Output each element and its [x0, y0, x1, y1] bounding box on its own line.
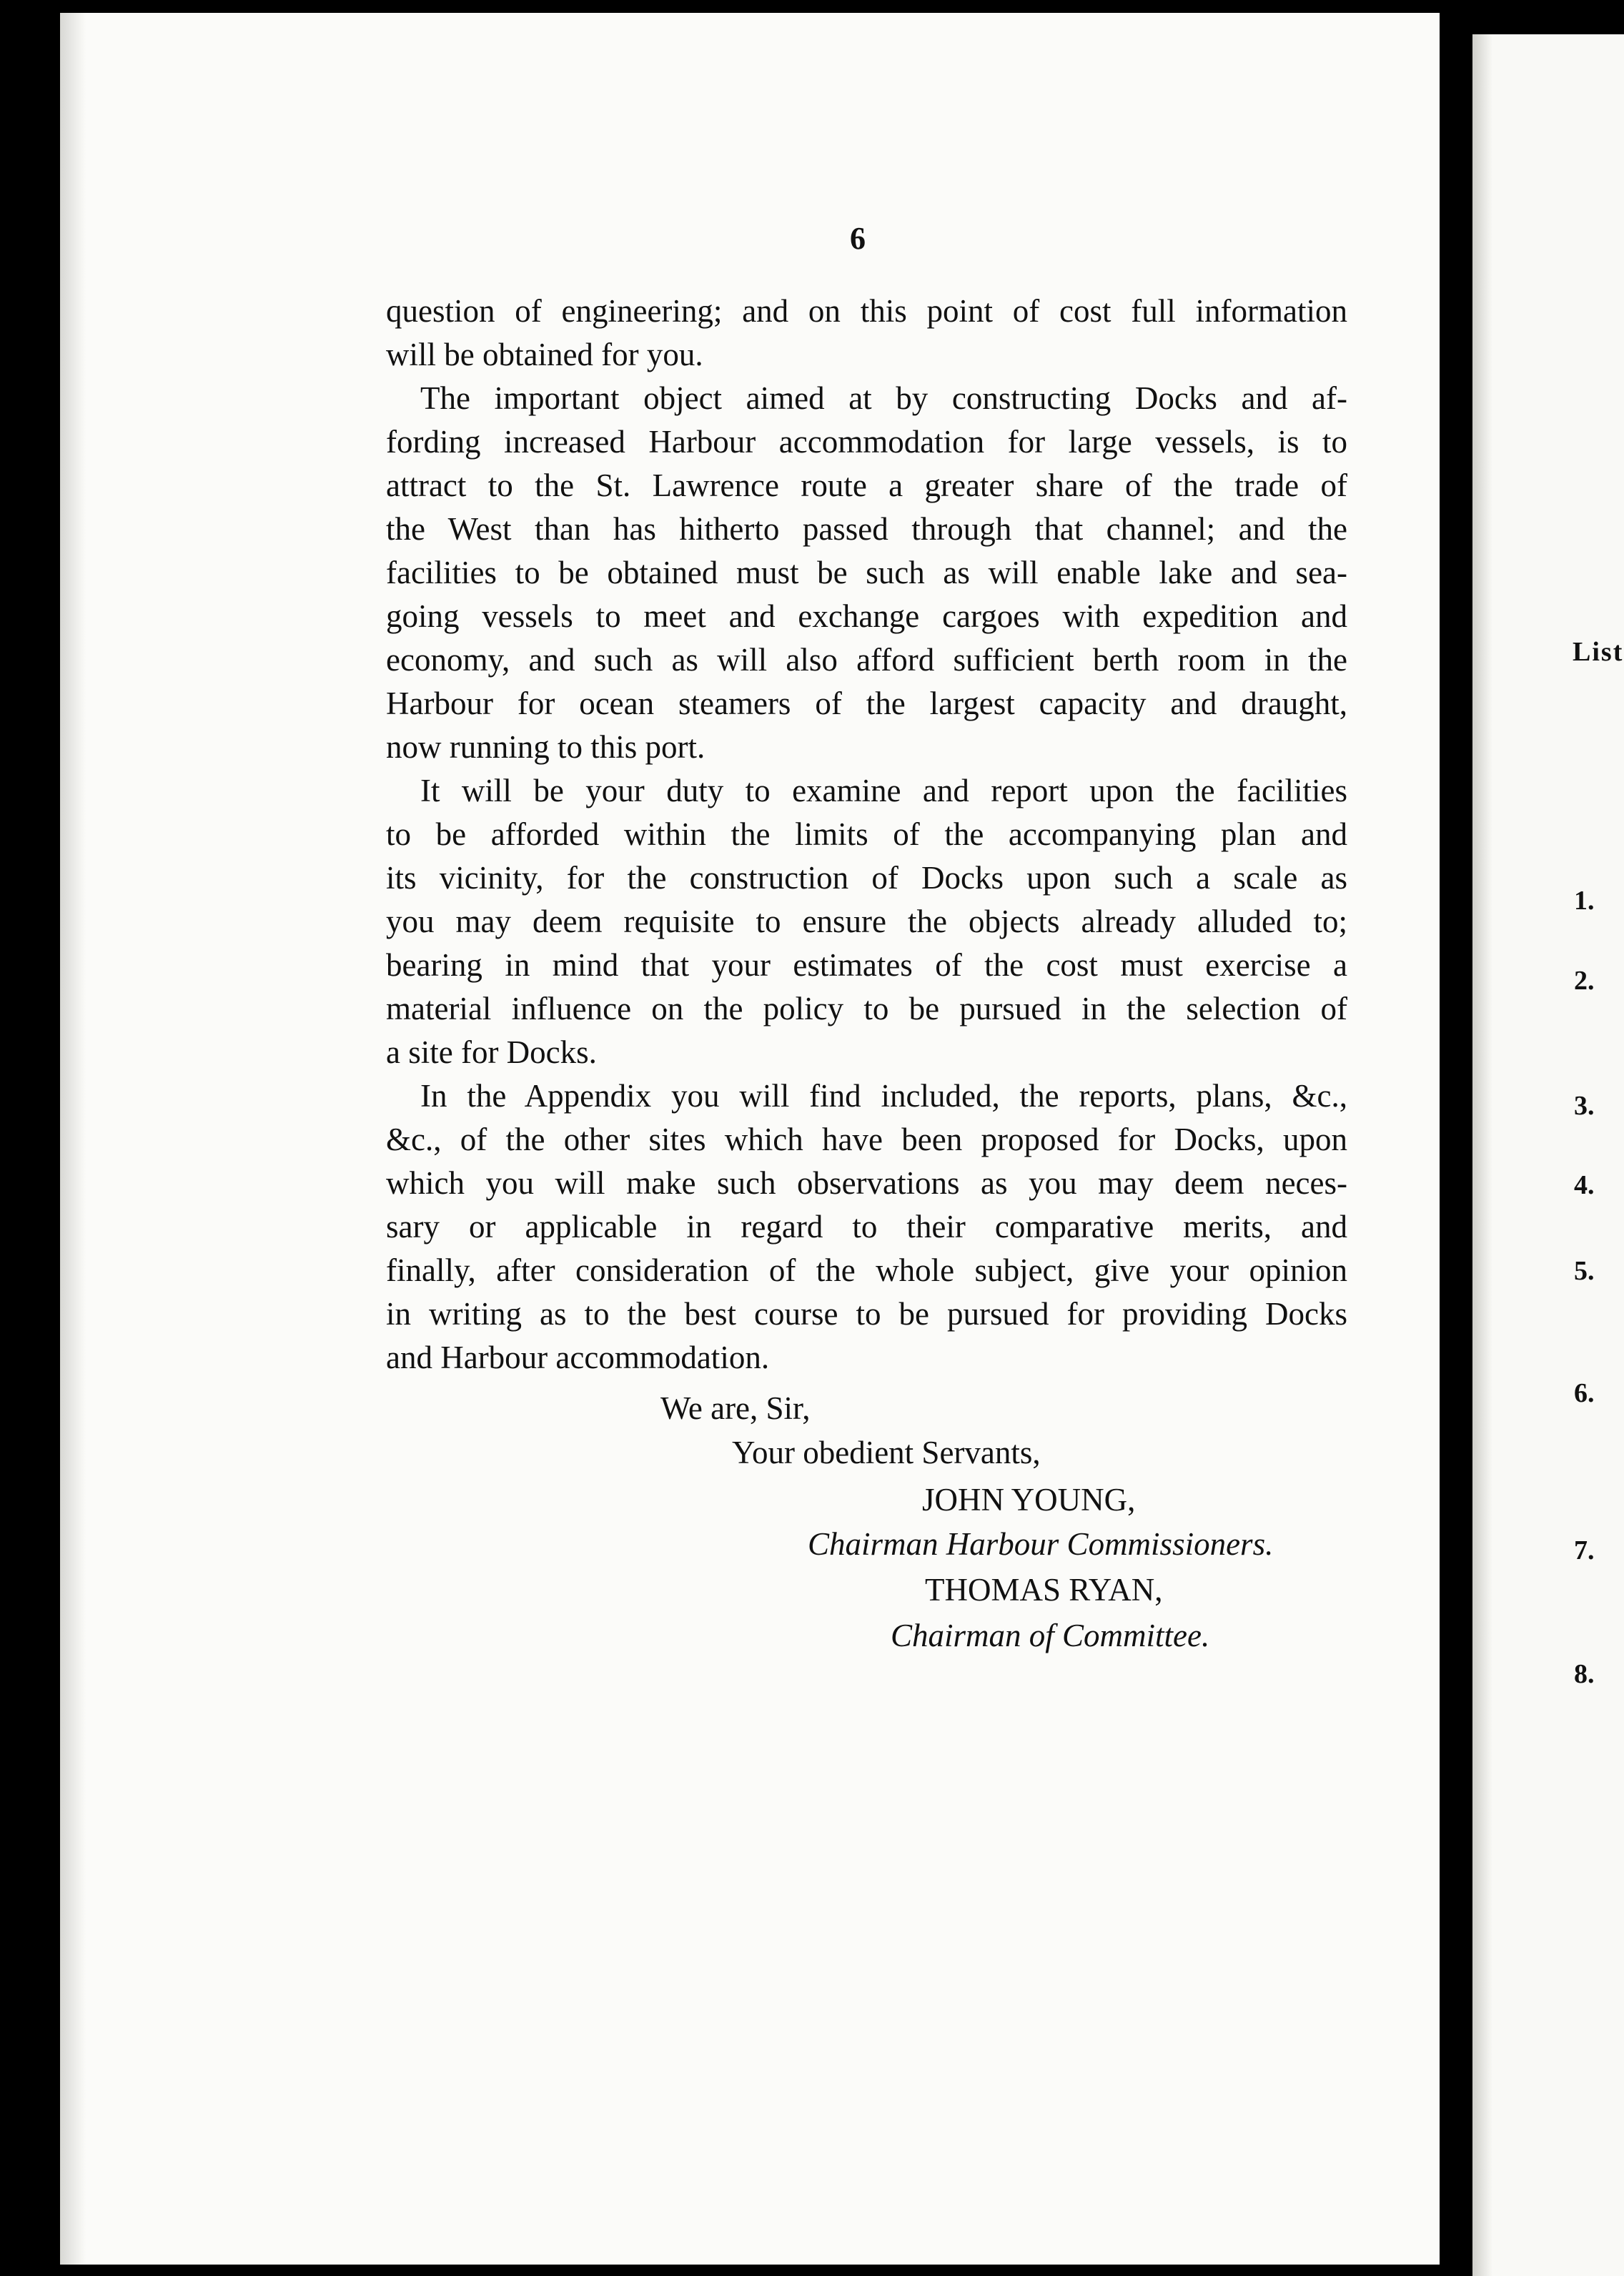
facing-page-item-number: 1.: [1574, 886, 1595, 916]
text-line: will be obtained for you.: [386, 337, 703, 372]
text-line: sary or applicable in regard to their comparative merits, and: [386, 1209, 1347, 1245]
text-line: to be afforded within the limits of the accompanying plan and: [386, 816, 1347, 852]
page-edge-shadow: [1472, 34, 1492, 2276]
right-page: [1472, 34, 1624, 2276]
text-line: &c., of the other sites which have been proposed for Docks, upon: [386, 1122, 1347, 1157]
signatory-name: THOMAS RYAN,: [925, 1572, 1163, 1608]
text-line: The important object aimed at by constructing Docks and af-: [420, 380, 1347, 416]
text-line: going vessels to meet and exchange cargoes with expedition and: [386, 598, 1347, 634]
text-line: a site for Docks.: [386, 1034, 597, 1070]
facing-page-item-number: 5.: [1574, 1256, 1595, 1286]
letter-body: [386, 290, 1347, 1380]
page-gutter: [1440, 0, 1472, 2276]
facing-page-item-number: 6.: [1574, 1378, 1595, 1408]
facing-page-item-number: 2.: [1574, 966, 1595, 996]
text-line: the West than has hitherto passed through that channel; and the: [386, 511, 1347, 547]
text-line: now running to this port.: [386, 729, 705, 765]
text-line: material influence on the policy to be pursued in the selection of: [386, 991, 1347, 1026]
salutation: We are, Sir,: [660, 1390, 811, 1426]
facing-page-item-number: 7.: [1574, 1535, 1595, 1565]
facing-page-heading: List: [1573, 637, 1624, 667]
signatory-name: JOHN YOUNG,: [922, 1482, 1136, 1518]
text-line: bearing in mind that your estimates of the cost must exercise a: [386, 947, 1347, 983]
text-line: In the Appendix you will find included, the reports, plans, &c.,: [420, 1078, 1347, 1114]
facing-page-item-number: 4.: [1574, 1170, 1595, 1200]
text-line: you may deem requisite to ensure the objects already alluded to;: [386, 904, 1347, 939]
text-line: Harbour for ocean steamers of the largest capacity and draught,: [386, 686, 1347, 721]
text-line: its vicinity, for the construction of Docks upon such a scale as: [386, 860, 1347, 896]
signatory-title: Chairman Harbour Commissioners.: [808, 1526, 1274, 1562]
text-line: in writing as to the best course to be pursued for providing Docks: [386, 1296, 1347, 1332]
signatory-title: Chairman of Committee.: [891, 1618, 1210, 1653]
page-edge-shadow: [60, 13, 86, 2265]
text-line: and Harbour accommodation.: [386, 1340, 770, 1375]
facing-page-item-number: 8.: [1574, 1659, 1595, 1689]
facing-page-item-number: 3.: [1574, 1091, 1595, 1121]
text-line: which you will make such observations as you may deem neces-: [386, 1165, 1347, 1201]
page-number: 6: [850, 221, 866, 256]
text-line: It will be your duty to examine and report upon the facilities: [420, 773, 1347, 808]
valediction: Your obedient Servants,: [732, 1435, 1041, 1470]
text-line: attract to the St. Lawrence route a greater share of the trade of: [386, 467, 1347, 503]
text-line: fording increased Harbour accommodation for large vessels, is to: [386, 424, 1347, 460]
text-line: facilities to be obtained must be such as will enable lake and sea-: [386, 555, 1347, 590]
text-line: finally, after consideration of the whole subject, give your opinion: [386, 1252, 1347, 1288]
text-line: economy, and such as will also afford sufficient berth room in the: [386, 642, 1347, 678]
text-line: question of engineering; and on this point of cost full information: [386, 293, 1347, 329]
